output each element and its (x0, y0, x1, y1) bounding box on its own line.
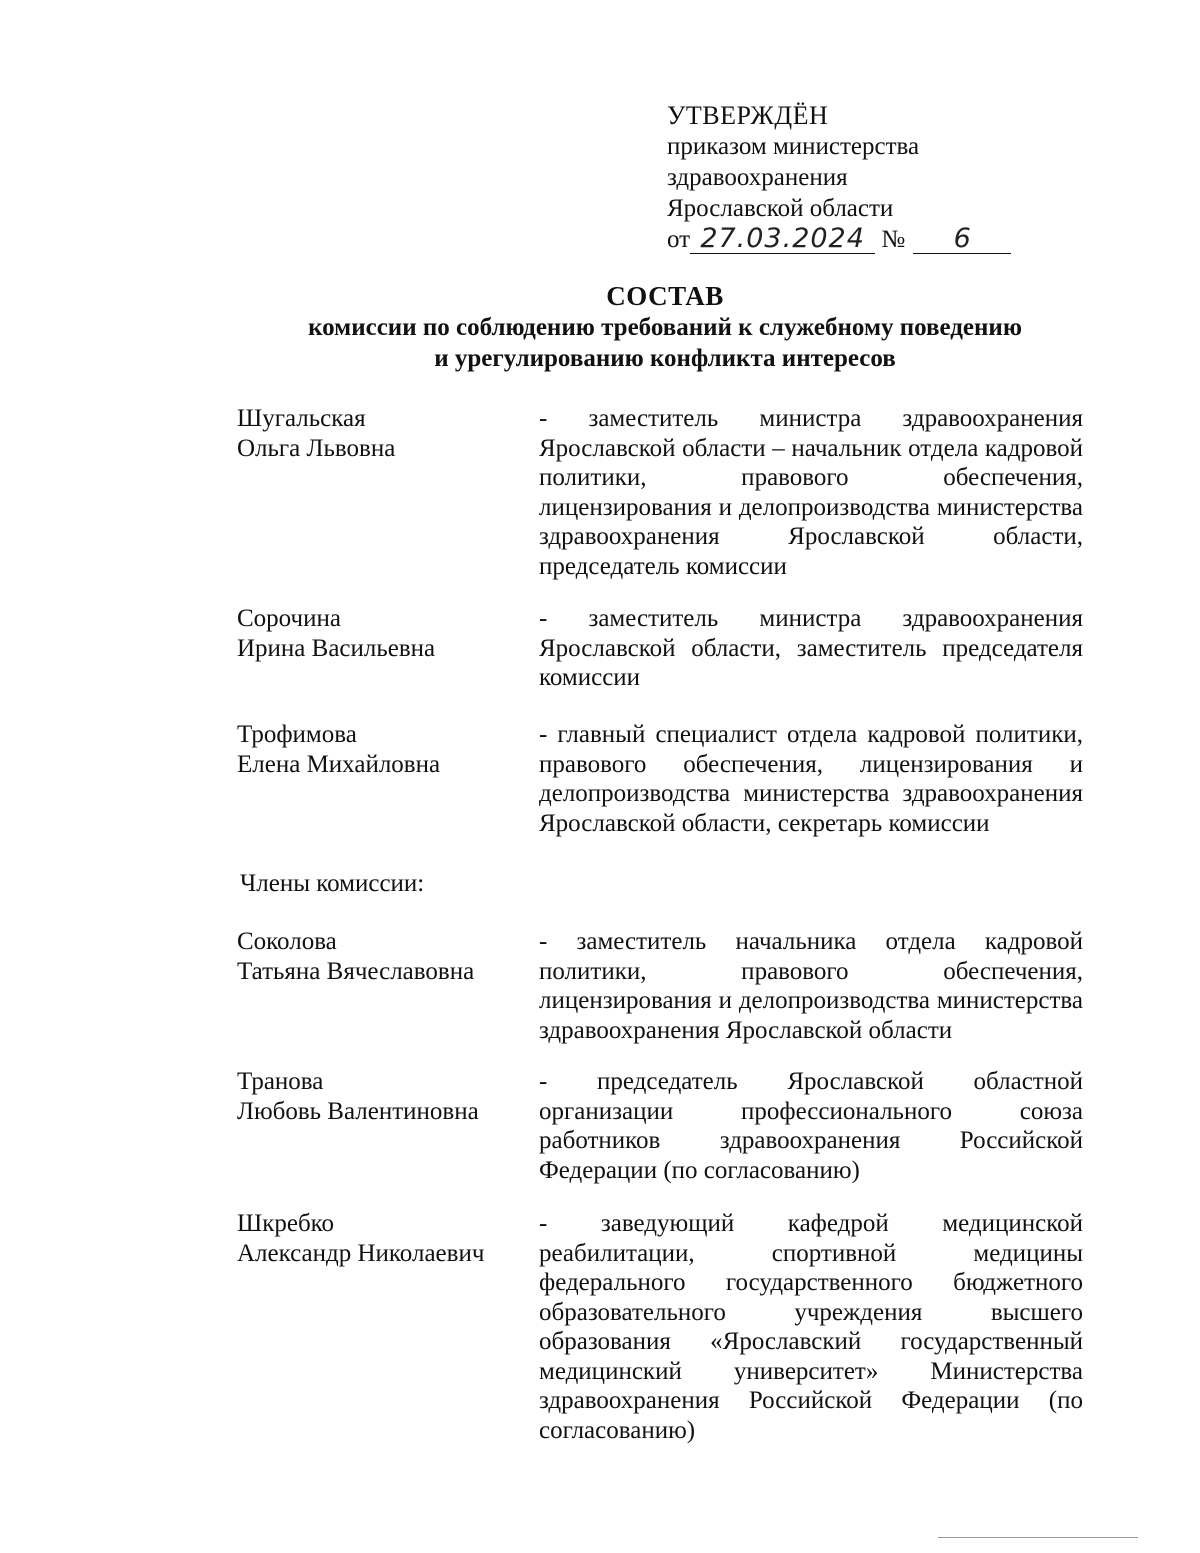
member-role: - главный специалист отдела кадровой политики, правового обеспечения, лицензирования и делопроизводства министерства здравоохранения Ярославской области, секретарь комиссии (539, 721, 1083, 837)
member-role: - заместитель начальника отдела кадровой политики, правового обеспечения, лицензирования и делопроизводства министерства здравоохранения Ярославской области (539, 928, 1083, 1044)
member-surname: Шугальская (237, 405, 366, 432)
member-given-names: Елена Михайловна (237, 750, 441, 778)
number-label: № (881, 226, 906, 253)
approval-line-1: приказом министерства (667, 133, 920, 160)
document-heading: СОСТАВ (606, 281, 724, 311)
footer-divider (938, 1537, 1138, 1538)
member-name (237, 1209, 522, 1268)
member-surname: Трофимова (237, 721, 357, 748)
member-surname: Сорочина (237, 605, 341, 632)
members-section-label: Члены комиссии: (240, 870, 425, 897)
member-role: - заместитель министра здравоохранения Ярославской области – начальник отдела кадровой политики, правового обеспечения, лицензирования и делопроизводства министерства здравоохранения Ярославской области, председатель комиссии (539, 405, 1083, 580)
approval-stamp-block (667, 100, 1011, 255)
member-given-names: Ольга Львовна (237, 434, 396, 462)
order-date-number-line (667, 224, 1011, 255)
member-given-names: Любовь Валентиновна (237, 1097, 479, 1125)
member-surname: Соколова (237, 928, 337, 955)
member-given-names: Татьяна Вячеславовна (237, 957, 475, 985)
document-subtitle-line-1: комиссии по соблюдению требований к служебному поведению (308, 314, 1022, 341)
member-name (237, 927, 522, 986)
member-name (237, 404, 522, 463)
member-role: - заведующий кафедрой медицинской реабилитации, спортивной медицины федерального государственного бюджетного образовательного учреждения высшего образования «Ярославский государственный медицинский университет» Министерства здравоохранения Российской Федерации (по согласованию) (539, 1210, 1083, 1444)
member-surname: Транова (237, 1068, 324, 1095)
member-name (237, 720, 522, 779)
order-date-handwritten: 27.03.2024 (690, 225, 875, 254)
member-given-names: Ирина Васильевна (237, 634, 436, 662)
member-name (237, 604, 522, 663)
approval-line-3: Ярославской области (667, 195, 894, 222)
date-label: от (667, 226, 691, 253)
document-subtitle-line-2: и урегулированию конфликта интересов (434, 345, 896, 372)
member-given-names: Александр Николаевич (237, 1239, 485, 1267)
member-name (237, 1067, 522, 1126)
order-number-handwritten: 6 (913, 225, 1011, 254)
approval-line-2: здравоохранения (667, 164, 848, 191)
member-surname: Шкребко (237, 1210, 335, 1237)
member-role: - председатель Ярославской областной организации профессионального союза работников здравоохранения Российской Федерации (по согласованию) (539, 1068, 1083, 1184)
approval-stamp-title: УТВЕРЖДЁН (667, 101, 829, 130)
member-role: - заместитель министра здравоохранения Ярославской области, заместитель председателя комиссии (539, 605, 1083, 691)
document-title-block (0, 280, 1200, 374)
